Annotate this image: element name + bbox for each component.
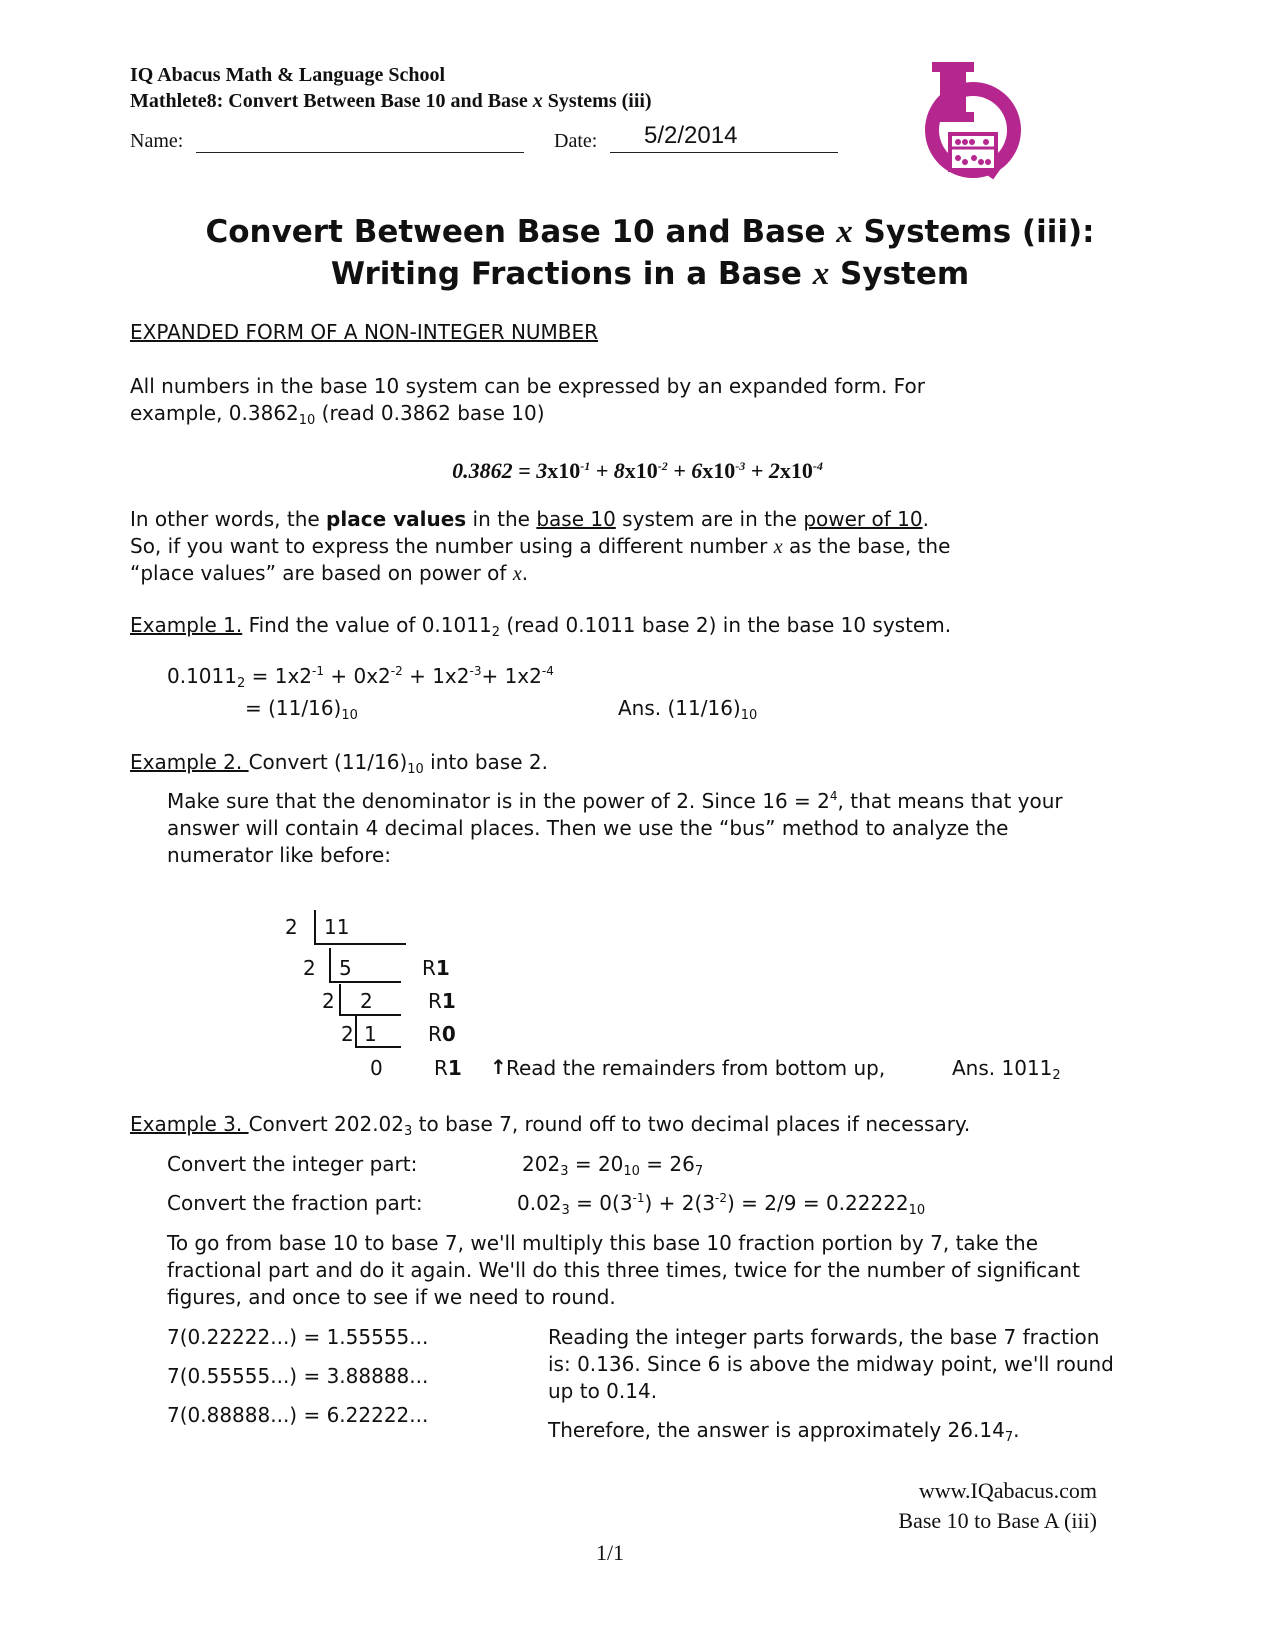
example-3-para-1: To go from base 10 to base 7, we'll multiply this base 10 fraction portion by 7, take the — [167, 1231, 1039, 1255]
reading-line-1: Reading the integer parts forwards, the base 7 fraction — [548, 1325, 1100, 1349]
ex2-a: Convert (11/16) — [248, 750, 408, 774]
f-e1: -1 — [580, 459, 591, 473]
date-label: Date: — [554, 130, 598, 152]
int-a: 202 — [522, 1152, 561, 1176]
section-heading: EXPANDED FORM OF A NON-INTEGER NUMBER — [130, 320, 599, 344]
example-1-answer — [618, 694, 757, 726]
pv-1b: in the — [466, 507, 537, 531]
ex2-p1-sup: 4 — [829, 789, 838, 803]
intro-2a: example, 0.3862 — [130, 401, 299, 425]
frac-e2: -2 — [715, 1191, 728, 1205]
bus-note: Read the remainders from bottom up, — [506, 1056, 886, 1080]
bus-rem-digit: 1 — [441, 989, 456, 1013]
title-2b: System — [829, 256, 970, 292]
int-s2: 10 — [623, 1164, 640, 1179]
bus-vline — [339, 984, 341, 1014]
f-p2: + 6 — [667, 458, 703, 483]
place-values-line-3 — [130, 559, 528, 588]
bus-remainder — [428, 1022, 456, 1046]
final-a: Therefore, the answer is approximately 26.14 — [548, 1418, 1005, 1442]
integer-part-equation — [522, 1150, 703, 1182]
pv-1d: . — [922, 507, 929, 531]
bus-dividend: 11 — [324, 915, 350, 939]
ex3-sub: 3 — [404, 1124, 413, 1139]
bus-remainder — [428, 989, 456, 1013]
ex1-eq-d: + 1x2 — [402, 664, 470, 688]
final-b: . — [1013, 1418, 1020, 1442]
pv-3b: . — [521, 561, 529, 585]
ex2-p1a: Make sure that the denominator is in the power of 2. Since 16 = 2 — [167, 789, 830, 813]
bus-hline — [314, 943, 406, 945]
iq-abacus-logo — [918, 58, 1028, 186]
reading-line-2: is: 0.136. Since 6 is above the midway point, we'll round — [548, 1352, 1114, 1376]
int-s1: 3 — [560, 1164, 569, 1179]
footer-website: www.IQabacus.com — [918, 1478, 1097, 1503]
pv-1a: In other words, the — [130, 507, 327, 531]
name-field-line — [196, 152, 524, 153]
ex1-e4: -4 — [541, 664, 554, 678]
f-e2: -2 — [657, 459, 668, 473]
worksheet-title-suffix: Systems (iii) — [542, 90, 652, 112]
frac-c: ) + 2(3 — [644, 1191, 716, 1215]
page-title-line-1 — [130, 214, 1170, 251]
pv-3a: “place values” are based on power of — [130, 561, 513, 585]
title-2a: Writing Fractions in a Base — [330, 256, 813, 292]
frac-s2: 10 — [908, 1203, 926, 1218]
f-p1: + 8 — [590, 458, 625, 483]
bus-rem-prefix: R — [428, 989, 442, 1013]
ex1-b: (read 0.1011 base 2) in the base 10 system. — [499, 613, 952, 637]
example-3-heading — [130, 1110, 970, 1142]
ex1-eq-c: + 0x2 — [324, 664, 391, 688]
title-1a: Convert Between Base 10 and Base — [205, 214, 837, 250]
ex3-a: Convert 202.02 — [248, 1112, 404, 1136]
intro-line-1: All numbers in the base 10 system can be expressed by an expanded form. For — [130, 374, 925, 398]
title-2-var: x — [812, 256, 830, 292]
bus-vline — [329, 948, 331, 981]
pv-bold: place values — [326, 507, 467, 531]
ex3-b: to base 7, round off to two decimal places if necessary. — [412, 1112, 971, 1136]
f-t1: x10 — [547, 458, 581, 483]
fraction-part-equation — [517, 1189, 925, 1221]
bus-dividend: 2 — [360, 989, 373, 1013]
frac-e1: -1 — [632, 1191, 645, 1205]
f-t2: x10 — [624, 458, 658, 483]
bus-rem-digit: 1 — [435, 956, 450, 980]
multiply-step: 7(0.22222...) = 1.55555... — [167, 1325, 429, 1349]
int-b: = 20 — [568, 1152, 624, 1176]
ex1-res-sub: 10 — [341, 708, 358, 723]
bus-ans-sub: 2 — [1052, 1068, 1061, 1083]
bus-rem-prefix: R — [434, 1056, 448, 1080]
bus-remainder — [422, 956, 450, 980]
bus-rem-prefix: R — [428, 1022, 442, 1046]
pv-u2: power of 10 — [803, 507, 923, 531]
f-e3: -3 — [735, 459, 746, 473]
ex1-e3: -3 — [469, 664, 482, 678]
bus-dividend: 1 — [364, 1022, 377, 1046]
bus-vline — [314, 910, 316, 943]
ex1-sub: 2 — [491, 625, 500, 640]
bus-rem-digit: 0 — [441, 1022, 456, 1046]
multiply-step: 7(0.55555...) = 3.88888... — [167, 1364, 429, 1388]
ex1-eq-b: = 1x2 — [245, 664, 313, 688]
ex1-eq-sub: 2 — [236, 676, 246, 691]
place-values-line-1 — [130, 505, 929, 533]
fraction-part-label: Convert the fraction part: — [167, 1191, 423, 1215]
example-3-para-2: fractional part and do it again. We'll do this three times, twice for the number of significant — [167, 1258, 1080, 1282]
bus-hline — [329, 981, 401, 983]
bus-divisor: 2 — [285, 915, 298, 939]
f-e4: -4 — [812, 459, 823, 473]
bus-rem-prefix: R — [422, 956, 436, 980]
worksheet-title-prefix: Mathlete8: Convert Between Base 10 and Base — [130, 90, 533, 112]
worksheet-title — [130, 90, 652, 113]
intro-line-2 — [130, 399, 545, 431]
example-2-label: Example 2. — [130, 750, 249, 774]
int-s3: 7 — [694, 1164, 704, 1179]
ex1-res: = (11/16) — [245, 696, 342, 720]
example-3-para-3: figures, and once to see if we need to round. — [167, 1285, 616, 1309]
pv-u1: base 10 — [536, 507, 616, 531]
example-2-para-3: numerator like before: — [167, 843, 392, 867]
integer-part-label: Convert the integer part: — [167, 1152, 418, 1176]
example-3-label: Example 3. — [130, 1112, 249, 1136]
intro-2b: (read 0.3862 base 10) — [315, 401, 545, 425]
frac-s1: 3 — [561, 1203, 570, 1218]
bus-divisor: 2 — [341, 1022, 354, 1046]
final-answer — [548, 1416, 1019, 1448]
ex1-ans: Ans. (11/16) — [618, 696, 741, 720]
ex2-sub: 10 — [407, 762, 424, 777]
ex1-ans-sub: 10 — [740, 708, 758, 723]
worksheet-title-var: x — [532, 90, 543, 112]
pv-2b: as the base, the — [782, 534, 951, 558]
f-t3: x10 — [702, 458, 736, 483]
footer-doc-name: Base 10 to Base A (iii) — [898, 1508, 1097, 1533]
example-2-para-2: answer will contain 4 decimal places. Then we use the “bus” method to analyze the — [167, 816, 1009, 840]
ex1-eq-a: 0.1011 — [167, 664, 237, 688]
frac-d: ) = 2/9 = 0.22222 — [727, 1191, 909, 1215]
example-1-equation — [167, 662, 554, 694]
bus-dividend: 0 — [370, 1056, 383, 1080]
bus-dividend: 5 — [339, 956, 352, 980]
up-arrow-icon: ↑ — [490, 1055, 507, 1079]
date-value: 5/2/2014 — [644, 122, 738, 149]
bus-hline — [339, 1014, 401, 1016]
intro-2-sub: 10 — [298, 413, 316, 428]
frac-a: 0.02 — [517, 1191, 562, 1215]
int-c: = 26 — [639, 1152, 695, 1176]
ex1-a: Find the value of 0.1011 — [242, 613, 492, 637]
bus-divisor: 2 — [322, 989, 335, 1013]
pv-2a: So, if you want to express the number using a different number — [130, 534, 774, 558]
f-lhs: 0.3862 = 3 — [452, 458, 548, 483]
ex1-eq-e: + 1x2 — [481, 664, 542, 688]
title-1b: Systems (iii): — [852, 214, 1095, 250]
ex1-e1: -1 — [312, 664, 324, 678]
bus-vline — [355, 1016, 357, 1046]
ex2-p1b: , that means that your — [837, 789, 1063, 813]
date-field-line — [610, 152, 838, 153]
final-sub: 7 — [1004, 1430, 1014, 1445]
multiply-step: 7(0.88888...) = 6.22222... — [167, 1403, 429, 1427]
example-2-heading — [130, 748, 548, 780]
school-name: IQ Abacus Math & Language School — [130, 64, 446, 86]
pv-3-var: x — [512, 563, 522, 585]
example-1-label: Example 1. — [130, 613, 243, 637]
bus-remainder — [434, 1056, 462, 1080]
place-values-line-2 — [130, 532, 950, 561]
example-1-heading — [130, 611, 951, 643]
reading-line-3: up to 0.14. — [548, 1379, 658, 1403]
ex1-e2: -2 — [390, 664, 403, 678]
title-1-var: x — [836, 214, 853, 250]
bus-hline — [355, 1046, 401, 1048]
f-p3: + 2 — [745, 458, 780, 483]
expanded-form-formula — [0, 458, 1275, 484]
bus-rem-digit: 1 — [447, 1056, 462, 1080]
page-title-line-2 — [130, 256, 1170, 293]
pv-2-var: x — [773, 536, 783, 558]
name-label: Name: — [130, 130, 184, 152]
f-t4: x10 — [779, 458, 813, 483]
bus-ans: Ans. 1011 — [952, 1056, 1053, 1080]
bus-answer — [952, 1054, 1061, 1086]
frac-b: = 0(3 — [569, 1191, 633, 1215]
example-1-result — [245, 694, 358, 726]
bus-divisor: 2 — [303, 956, 316, 980]
pv-1c: system are in the — [615, 507, 804, 531]
page-number: 1/1 — [595, 1540, 625, 1565]
ex2-b: into base 2. — [423, 750, 548, 774]
